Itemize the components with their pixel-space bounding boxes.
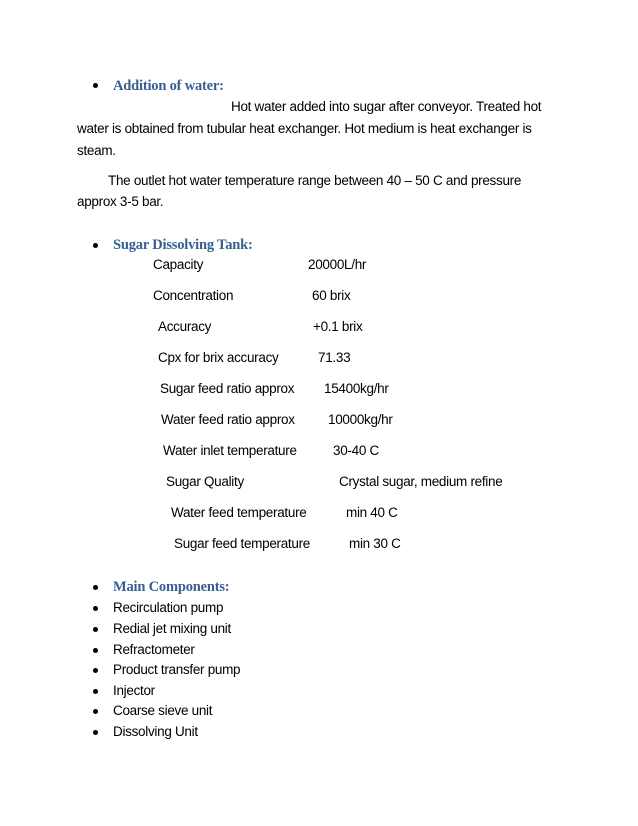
list-item: Refractometer [113, 642, 195, 657]
spec-label: Sugar feed temperature [174, 536, 310, 551]
spec-label: Water feed temperature [171, 505, 307, 520]
paragraph-line: Hot water added into sugar after conveyor. Treated hot [231, 99, 542, 114]
spec-label: Sugar feed ratio approx [160, 381, 295, 396]
spec-value: 15400kg/hr [324, 381, 389, 396]
list-item: Redial jet mixing unit [113, 621, 231, 636]
list-item: Recirculation pump [113, 600, 224, 615]
bullet-icon [93, 627, 98, 632]
list-item: Injector [113, 683, 155, 698]
spec-value: min 30 C [349, 536, 401, 551]
bullet-icon [93, 243, 98, 248]
spec-value: +0.1 brix [313, 319, 363, 334]
spec-label: Accuracy [158, 319, 212, 334]
paragraph-line: water is obtained from tubular heat exchanger. Hot medium is heat exchanger is [77, 121, 532, 136]
list-item: Dissolving Unit [113, 724, 198, 739]
spec-label: Concentration [153, 288, 234, 303]
section-heading-addition-of-water: Addition of water: [113, 78, 224, 94]
spec-label: Sugar Quality [166, 474, 244, 489]
bullet-icon [93, 709, 98, 714]
bullet-icon [93, 648, 98, 653]
paragraph-line: The outlet hot water temperature range between 40 – 50 C and pressure [108, 173, 522, 188]
spec-label: Water feed ratio approx [161, 412, 295, 427]
spec-value: 71.33 [318, 350, 351, 365]
list-item: Coarse sieve unit [113, 703, 213, 718]
bullet-icon [93, 668, 98, 673]
spec-label: Capacity [153, 257, 204, 272]
spec-value: 60 brix [312, 288, 351, 303]
spec-value: 30-40 C [333, 443, 379, 458]
section-heading-sugar-dissolving-tank: Sugar Dissolving Tank: [113, 237, 253, 253]
bullet-icon [93, 606, 98, 611]
spec-value: min 40 C [346, 505, 398, 520]
bullet-icon [93, 689, 98, 694]
list-item: Product transfer pump [113, 662, 241, 677]
section-heading-main-components: Main Components: [113, 579, 230, 595]
bullet-icon [93, 83, 98, 88]
bullet-icon [93, 585, 98, 590]
bullet-icon [93, 730, 98, 735]
spec-label: Cpx for brix accuracy [158, 350, 279, 365]
spec-value: 10000kg/hr [328, 412, 393, 427]
paragraph-line: approx 3-5 bar. [77, 194, 164, 209]
spec-value: 20000L/hr [308, 257, 367, 272]
paragraph-line: steam. [77, 143, 116, 158]
spec-label: Water inlet temperature [163, 443, 297, 458]
spec-value: Crystal sugar, medium refine [339, 474, 503, 489]
